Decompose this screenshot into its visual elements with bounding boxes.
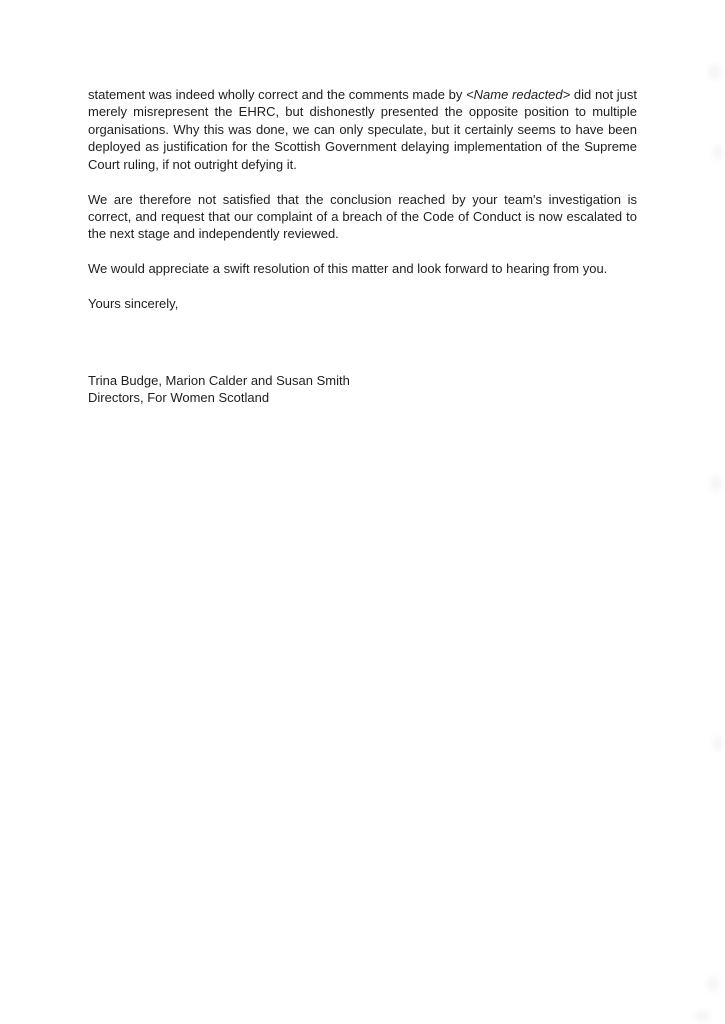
paragraph-swift-resolution: We would appreciate a swift resolution of this matter and look forward to hearing from you.	[88, 261, 608, 277]
paragraph-escalation-request: We are therefore not satisfied that the conclusion reached by your team's investigation is correct, and request that our complaint of a breach of the Code of Conduct is now escalated to the next stage and independently reviewed.	[88, 191, 637, 242]
closing-salutation: Yours sincerely,	[88, 296, 179, 312]
scan-smudge	[708, 64, 722, 80]
signature-block	[88, 372, 637, 407]
redacted-name: <Name redacted>	[466, 87, 571, 102]
letter-body	[88, 86, 637, 407]
signature-gap	[88, 330, 637, 372]
signature-role: Directors, For Women Scotland	[88, 390, 270, 406]
scan-smudge	[710, 476, 723, 491]
scan-smudge	[712, 736, 724, 750]
signature-names: Trina Budge, Marion Calder and Susan Smith	[88, 373, 350, 389]
paragraph-statement	[88, 86, 637, 173]
scan-smudge	[706, 976, 720, 992]
paragraph-statement-post: did not just merely misrepresent the EHRC, but dishonestly presented the opposite position to multiple organisations. Why this was done, we can only speculate, but it certainly seems to have been deployed as justification for the Scottish Government delaying implementation of the Supreme Court ruling, if not outright defying it.	[88, 87, 637, 172]
scan-smudge	[712, 146, 724, 160]
scan-smudge	[694, 1010, 710, 1022]
paragraph-statement-pre: statement was indeed wholly correct and the comments made by	[88, 87, 467, 102]
